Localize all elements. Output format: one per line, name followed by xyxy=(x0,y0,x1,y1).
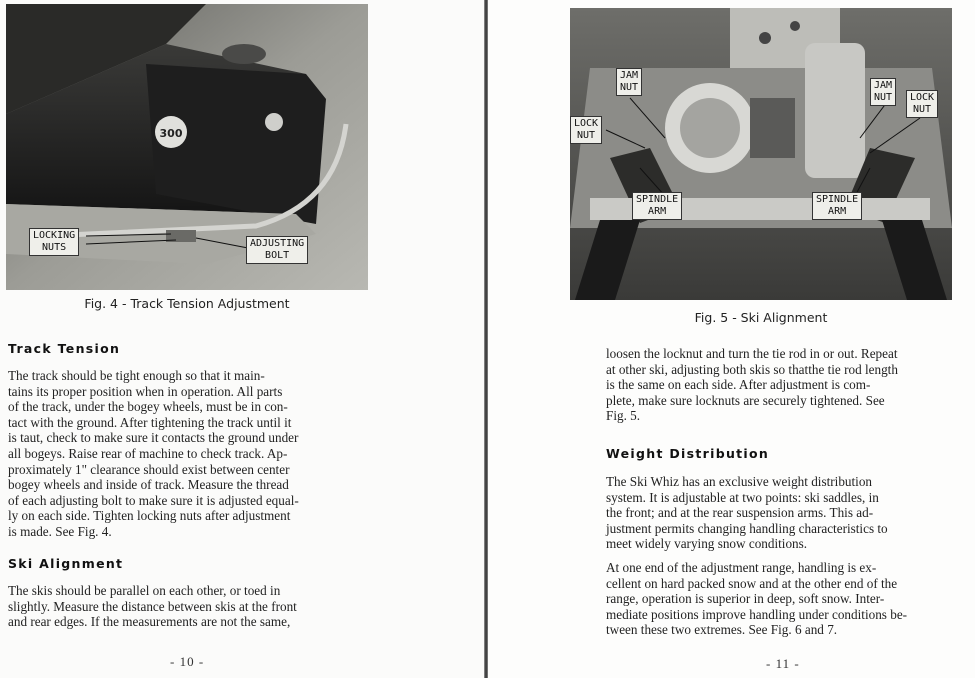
track-tension-heading: Track Tension xyxy=(8,341,121,356)
ski-alignment-continuation: loosen the locknut and turn the tie rod in or out. Repeat at other ski, adjusting both skis so thatthe tie rod length is the same on each side. After adjustment is com- plete, make sure locknuts are securely tightened. See Fig. 5. xyxy=(606,346,898,424)
track-tension-photo xyxy=(6,4,368,290)
lock-nut-left-callout: LOCK NUT xyxy=(570,116,602,144)
page-number: - 10 - xyxy=(170,654,205,669)
track-tension-paragraph: The track should be tight enough so that it main- tains its proper position when in operation. All parts of the track, under the bogey wheels, must be in con- tact with the ground. After tightening the track until it is taut, check to make sure it contacts the ground under all bogeys. Raise rear of machine to check track. Ap- proximately 1" clearance should exist between center bogey wheels and inside of track. Measure the thread of each adjusting bolt to make sure it is adjusted equal- ly on each side. Tighten locking nuts after adjustment is made. See Fig. 4. xyxy=(8,368,299,539)
ski-alignment-paragraph: The skis should be parallel on each other, or toed in slightly. Measure the distance between skis at the front and rear edges. If the measurements are not the same, xyxy=(8,583,297,630)
right-page xyxy=(488,0,975,678)
ski-alignment-photo xyxy=(570,8,952,300)
spindle-arm-right-callout: SPINDLE ARM xyxy=(812,192,862,220)
left-page xyxy=(0,0,484,678)
jam-nut-left-callout: JAM NUT xyxy=(616,68,642,96)
page-number: - 11 - xyxy=(766,656,800,671)
model-badge: 300 xyxy=(159,127,183,140)
spindle-arm-left-callout: SPINDLE ARM xyxy=(632,192,682,220)
jam-nut-right-callout: JAM NUT xyxy=(870,78,896,106)
adjusting-bolt-callout: ADJUSTING BOLT xyxy=(246,236,308,264)
figure-4-caption: Fig. 4 - Track Tension Adjustment xyxy=(84,296,290,311)
weight-distribution-heading: Weight Distribution xyxy=(606,446,770,461)
figure-5-caption: Fig. 5 - Ski Alignment xyxy=(694,310,828,325)
lock-nut-right-callout: LOCK NUT xyxy=(906,90,938,118)
ski-alignment-heading: Ski Alignment xyxy=(8,556,124,571)
locking-nuts-callout: LOCKING NUTS xyxy=(29,228,79,256)
weight-distribution-paragraph-1: The Ski Whiz has an exclusive weight distribution system. It is adjustable at two points: ski saddles, in the front; and at the rear suspension arms. This ad- justment permits changing handling characteristics to meet widely varying snow conditions. xyxy=(606,474,888,552)
front-suspension-illustration xyxy=(570,8,952,300)
weight-distribution-paragraph-2: At one end of the adjustment range, handling is ex- cellent on hard packed snow and at the other end of the range, operation is superior in deep, soft snow. Inter- mediate positions improve handling under conditions be- tween these two extremes. See Fig. 6 and 7. xyxy=(606,560,908,638)
